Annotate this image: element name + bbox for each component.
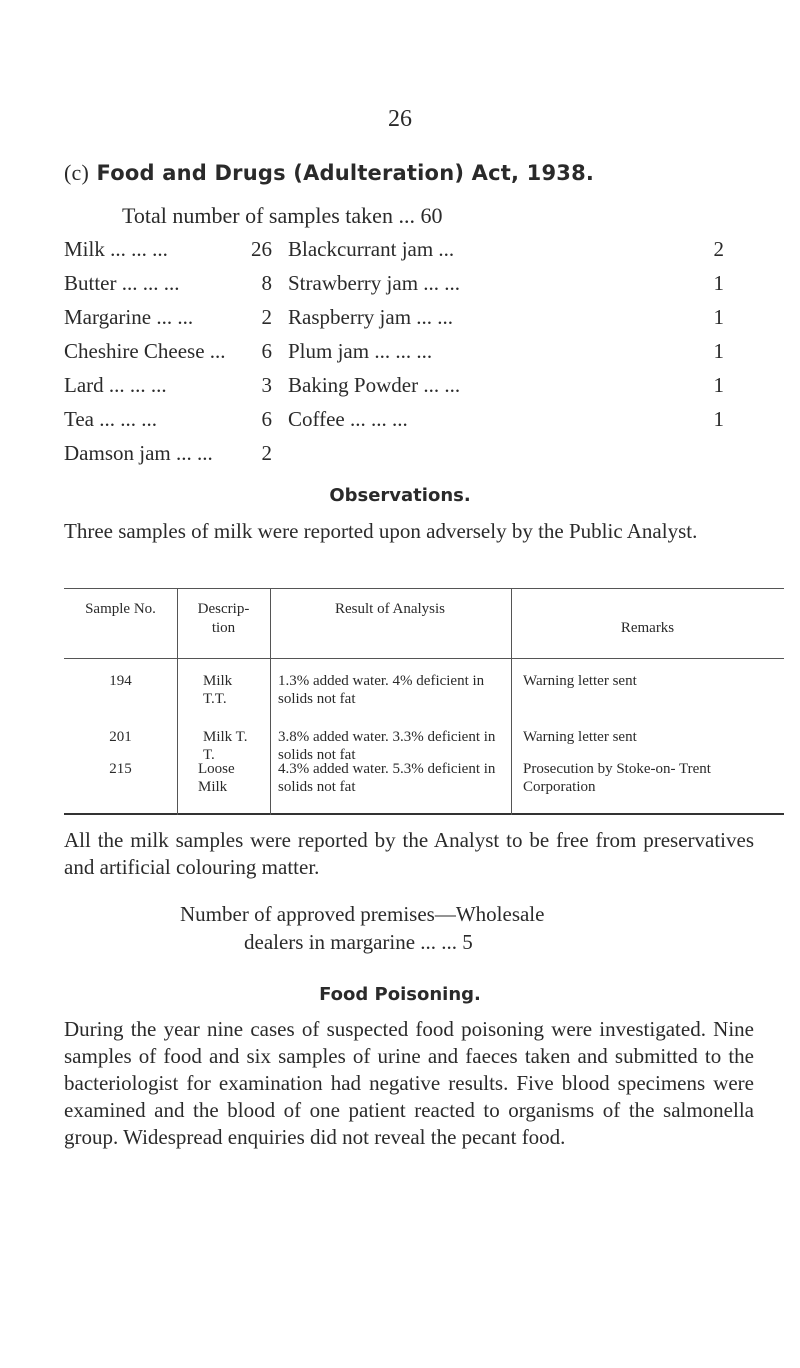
cell-sample-no: 215 xyxy=(109,761,132,777)
sample-row xyxy=(64,337,764,371)
cell-result: 4.3% added water. 5.3% deficient in solids not fat xyxy=(278,761,496,795)
sample-name: Lard ... ... ... xyxy=(64,373,167,397)
analysis-table xyxy=(64,588,784,815)
sample-name: Butter ... ... ... xyxy=(64,271,180,295)
sample-count: 1 xyxy=(713,407,724,431)
sample-count: 2 xyxy=(261,441,272,465)
section-title: Food and Drugs (Adulteration) Act, 1938. xyxy=(96,161,595,185)
sample-row xyxy=(64,371,764,405)
cell-result: 1.3% added water. 4% deficient in solids not fat xyxy=(278,673,485,707)
sample-count: 8 xyxy=(261,271,272,295)
sample-row xyxy=(64,303,764,337)
food-poisoning-heading: Food Poisoning. xyxy=(319,984,481,1005)
column-divider xyxy=(270,588,271,815)
approved-premises-line: Number of approved premises—Wholesale xyxy=(180,902,545,926)
sample-name: Milk ... ... ... xyxy=(64,237,168,261)
sample-count: 26 xyxy=(251,237,272,261)
approved-premises-line: dealers in margarine ... ... 5 xyxy=(244,930,473,954)
sample-row xyxy=(64,405,764,439)
sample-name: Margarine ... ... xyxy=(64,305,194,329)
sample-count: 1 xyxy=(713,373,724,397)
header-description: Descrip- tion xyxy=(197,601,250,636)
cell-result: 3.8% added water. 3.3% deficient in solids not fat xyxy=(278,729,496,763)
sample-name: Raspberry jam ... ... xyxy=(288,305,454,329)
cell-remarks: Warning letter sent xyxy=(523,729,637,745)
sample-count: 2 xyxy=(713,237,724,261)
sample-count: 1 xyxy=(713,339,724,363)
sample-count: 2 xyxy=(261,305,272,329)
header-remarks: Remarks xyxy=(620,620,675,636)
observations-paragraph: Three samples of milk were reported upon adversely by the Public Analyst. xyxy=(64,519,698,543)
food-poisoning-paragraph: During the year nine cases of suspected food poisoning were investigated. Nine samples of food and six samples of urine and faeces taken and submitted to the bacteriologist for examination had negative results. Five blood specimens were examined and the blood of one patient reacted to organisms of the salmonella group. Widespread enquiries did not reveal the pecant food. xyxy=(64,1017,754,1149)
section-heading xyxy=(64,160,594,186)
section-label: (c) xyxy=(64,160,90,185)
cell-sample-no: 201 xyxy=(109,729,132,745)
sample-name: Strawberry jam ... ... xyxy=(288,271,461,295)
cell-sample-no: 194 xyxy=(109,673,132,689)
samples-list xyxy=(64,235,764,473)
header-sample-no: Sample No. xyxy=(85,601,156,617)
sample-name: Cheshire Cheese ... xyxy=(64,339,226,363)
table-top-rule xyxy=(64,588,784,589)
sample-count: 1 xyxy=(713,305,724,329)
cell-description: Loose Milk xyxy=(198,761,235,795)
sample-count: 1 xyxy=(713,271,724,295)
sample-name: Damson jam ... ... xyxy=(64,441,213,465)
sample-name: Baking Powder ... ... xyxy=(288,373,461,397)
cell-description: Milk T. T. xyxy=(203,729,248,763)
sample-count: 6 xyxy=(261,407,272,431)
preservatives-paragraph: All the milk samples were reported by the Analyst to be free from preservatives and artificial colouring matter. xyxy=(64,828,754,879)
total-samples-line: Total number of samples taken ... 60 xyxy=(122,203,443,228)
observations-heading: Observations. xyxy=(329,485,471,506)
sample-name: Blackcurrant jam ... xyxy=(288,237,455,261)
header-result: Result of Analysis xyxy=(334,601,445,617)
sample-count: 3 xyxy=(261,373,272,397)
sample-row xyxy=(64,269,764,303)
cell-remarks: Warning letter sent xyxy=(523,673,637,689)
cell-remarks: Prosecution by Stoke-on- Trent Corporation xyxy=(523,761,711,795)
sample-count: 6 xyxy=(261,339,272,363)
sample-name: Tea ... ... ... xyxy=(64,407,158,431)
sample-row xyxy=(64,235,764,269)
page-number: 26 xyxy=(388,106,412,132)
cell-description: Milk T.T. xyxy=(203,673,233,707)
table-bottom-rule xyxy=(64,813,784,815)
sample-name: Coffee ... ... ... xyxy=(288,407,408,431)
sample-name: Plum jam ... ... ... xyxy=(288,339,433,363)
approved-premises xyxy=(180,900,544,956)
header-rule xyxy=(64,658,784,659)
sample-row xyxy=(64,439,764,473)
